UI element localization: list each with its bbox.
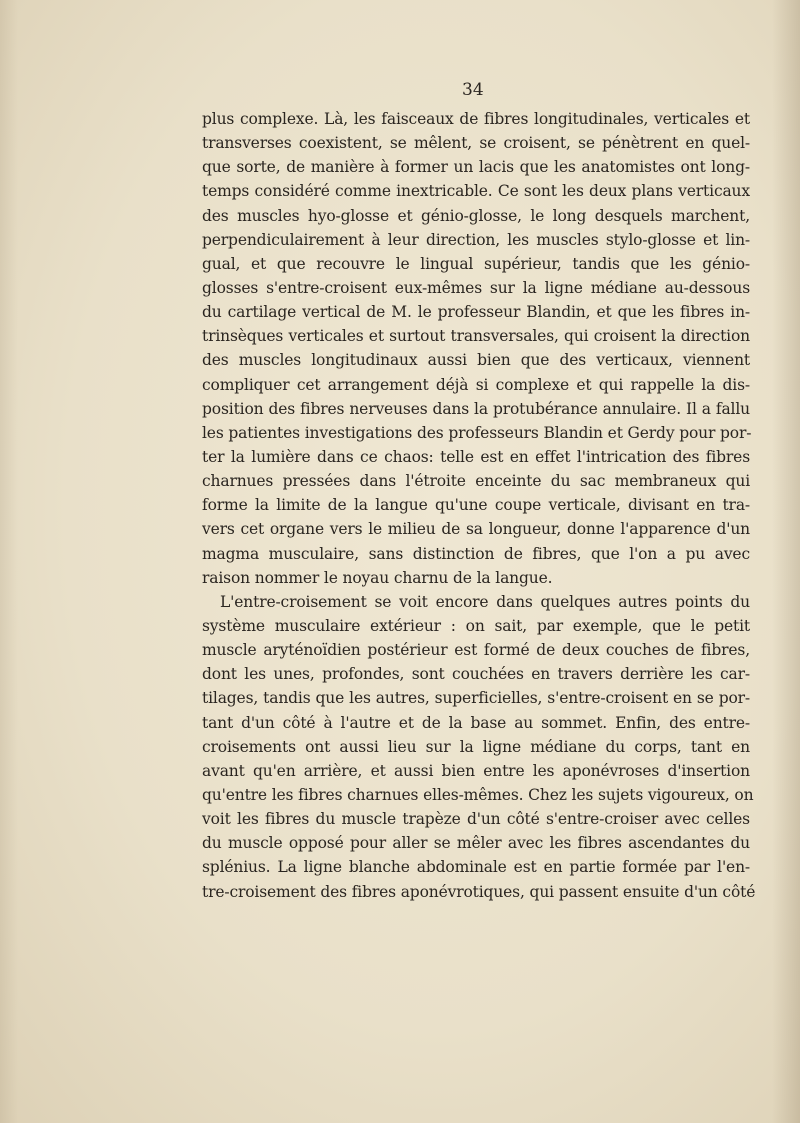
- text-line: tant d'un côté à l'autre et de la base au sommet. Enfin, des entre-: [202, 713, 750, 732]
- text-line: raison nommer le noyau charnu de la langue.: [202, 568, 553, 587]
- left-edge-shading: [0, 0, 18, 1123]
- text-line: gual, et que recouvre le lingual supérieur, tandis que les génio-: [202, 254, 750, 273]
- text-line: glosses s'entre-croisent eux-mêmes sur la ligne médiane au-dessous: [202, 278, 750, 297]
- text-line: temps considéré comme inextricable. Ce sont les deux plans verticaux: [202, 182, 750, 201]
- paragraph: [202, 107, 750, 590]
- body-text: [202, 107, 756, 904]
- right-edge-shading: [772, 0, 800, 1123]
- text-line: vers cet organe vers le milieu de sa longueur, donne l'apparence d'un: [202, 520, 750, 539]
- text-line: qu'entre les fibres charnues elles-mêmes. Chez les sujets vigoureux, on: [202, 785, 754, 804]
- text-line: tilages, tandis que les autres, superficielles, s'entre-croisent en se por-: [202, 689, 750, 708]
- text-line: des muscles longitudinaux aussi bien que des verticaux, viennent: [202, 351, 750, 370]
- text-line: système musculaire extérieur : on sait, par exemple, que le petit: [202, 616, 750, 635]
- text-line: transverses coexistent, se mêlent, se croisent, se pénètrent en quel-: [202, 134, 750, 153]
- text-line: muscle aryténoïdien postérieur est formé de deux couches de fibres,: [202, 641, 750, 660]
- text-line: compliquer cet arrangement déjà si complexe et qui rappelle la dis-: [202, 375, 750, 394]
- text-line: du muscle opposé pour aller se mêler avec les fibres ascendantes du: [202, 834, 750, 853]
- text-line: L'entre-croisement se voit encore dans quelques autres points du: [220, 592, 750, 611]
- text-line: trinsèques verticales et surtout transversales, qui croisent la direction: [202, 327, 750, 346]
- text-line: forme la limite de la langue qu'une coupe verticale, divisant en tra-: [202, 496, 750, 515]
- text-line: charnues pressées dans l'étroite enceinte du sac membraneux qui: [202, 472, 750, 491]
- text-line: des muscles hyo-glosse et génio-glosse, le long desquels marchent,: [202, 206, 750, 225]
- text-line: perpendiculairement à leur direction, les muscles stylo-glosse et lin-: [202, 230, 750, 249]
- text-line: voit les fibres du muscle trapèze d'un côté s'entre-croiser avec celles: [202, 810, 750, 829]
- paragraph: [202, 590, 756, 904]
- page-number: 34: [462, 80, 484, 100]
- text-line: plus complexe. Là, les faisceaux de fibres longitudinales, verticales et: [202, 110, 750, 128]
- text-line: magma musculaire, sans distinction de fibres, que l'on a pu avec: [202, 544, 750, 563]
- text-line: avant qu'en arrière, et aussi bien entre les aponévroses d'insertion: [202, 761, 750, 780]
- text-line: que sorte, de manière à former un lacis que les anatomistes ont long-: [202, 158, 750, 177]
- text-line: les patientes investigations des professeurs Blandin et Gerdy pour por-: [202, 423, 752, 442]
- text-line: du cartilage vertical de M. le professeur Blandin, et que les fibres in-: [202, 303, 750, 322]
- text-line: splénius. La ligne blanche abdominale est en partie formée par l'en-: [202, 858, 750, 877]
- text-line: position des fibres nerveuses dans la protubérance annulaire. Il a fallu: [202, 399, 750, 418]
- text-line: dont les unes, profondes, sont couchées en travers derrière les car-: [202, 665, 750, 684]
- text-line: croisements ont aussi lieu sur la ligne médiane du corps, tant en: [202, 737, 750, 756]
- text-line: tre-croisement des fibres aponévrotiques, qui passent ensuite d'un côté: [202, 882, 756, 901]
- text-line: ter la lumière dans ce chaos: telle est en effet l'intrication des fibres: [202, 447, 750, 466]
